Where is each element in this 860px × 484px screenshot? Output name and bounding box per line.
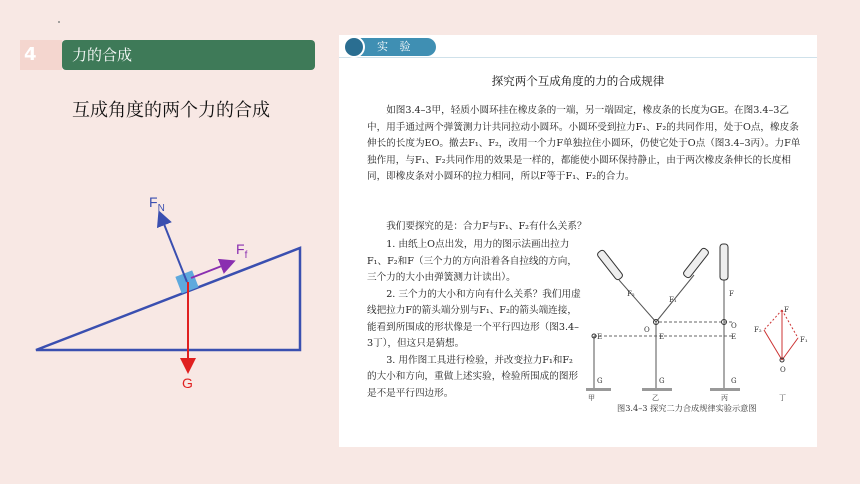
intro-paragraph: 如图3.4–3甲，轻质小圆环挂在橡皮条的一端，另一端固定，橡皮条的长度为GE。在图3.4–3乙中，用手通过两个弹簧测力计共同拉动小圆环。小圆环受到拉力F₁、F₂的共同作用，处于O点，橡皮条伸长的长度为EO。撤去F₁、F₂，改用一个力F单独拉住小圆环，仍使它处于O点（图3.4–3丙）。力F单独作用，与F₁、F₂共同作用的效果是一样的，都能使小圆环保持静止，由于两次橡皮条伸长的长度相同，即橡皮条对小圆环的拉力相同，所以F等于F₁、F₂的合力。 [367,105,801,182]
question-paragraph: 我们要探究的是：合力F与F₁、F₂有什么关系？ [386,221,587,232]
svg-text:F: F [729,290,734,298]
friction-force-label: $F_f$ [236,241,248,261]
svg-text:丙: 丙 [721,394,728,402]
normal-force-arrow [160,214,187,282]
section-number: 4 [20,40,62,70]
svg-text:G: G [597,377,603,385]
svg-text:F₂: F₂ [754,326,762,334]
svg-text:甲: 甲 [588,394,595,402]
spring-scale-2 [682,247,709,279]
svg-text:O: O [731,322,737,330]
experiment-figure [584,240,814,405]
gravity-label: G [182,375,193,391]
svg-text:F₂: F₂ [627,290,635,298]
svg-text:乙: 乙 [652,394,659,402]
experiment-badge: 实 验 [351,38,436,56]
normal-force-label: $F_N$ [149,194,165,214]
svg-text:O: O [644,326,650,334]
figure-caption: 图3.4–3 探究二力合成规律实验示意图 [617,403,757,413]
svg-text:E: E [597,333,603,341]
incline-force-diagram [0,190,330,400]
svg-text:F: F [784,306,789,314]
experiment-header [339,35,817,58]
step-2: 2. 三个力的大小和方向有什么关系？我们用虚线把拉力F的箭头端分别与F₁、F₂的箭头端连接，能看到所围成的形状像是一个平行四边形（图3.4–3丁），但这只是猜想。 [367,288,581,349]
slide-subtitle: 互成角度的两个力的合成 [72,100,270,121]
section-title: 力的合成 [62,40,315,70]
step-3: 3. 用作图工具进行检验，并改变拉力F₁和F₂的大小和方向，重做上述实验，检验所围成的图形是不是平行四边形。 [367,354,579,399]
experiment-title: 探究两个互成角度的力的合成规律 [491,74,665,88]
svg-text:O: O [780,366,786,374]
svg-text:E: E [659,333,665,341]
spring-scale-3 [720,244,728,280]
textbook-page [339,35,817,447]
decor-dot [58,21,60,23]
svg-text:F₁: F₁ [800,336,808,344]
svg-text:F₁: F₁ [669,296,677,304]
svg-text:丁: 丁 [779,394,786,402]
experiment-circle-icon [343,36,365,58]
svg-text:G: G [659,377,665,385]
incline-slope [36,248,300,350]
step-1: 1. 由纸上O点出发，用力的图示法画出拉力F₁、F₂和F（三个力的方向沿着各自拉线的方向，三个力的大小由弹簧测力计读出）。 [367,239,577,283]
svg-text:G: G [731,377,737,385]
steps-list [367,237,582,402]
svg-text:E: E [731,333,737,341]
spring-scale-1 [596,249,623,281]
